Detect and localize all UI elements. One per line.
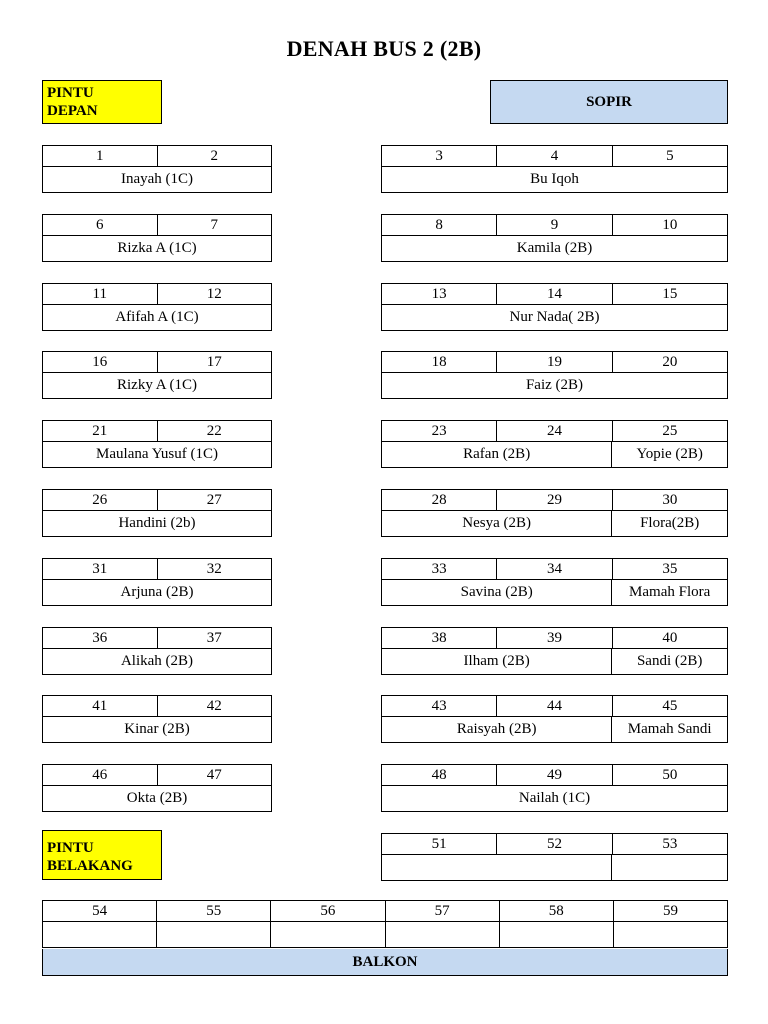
seat-number: 59 [662, 903, 678, 919]
seat-number: 3 [382, 146, 497, 166]
passenger-name: Arjuna (2B) [120, 584, 194, 600]
passenger-name: Savina (2B) [382, 580, 612, 605]
passenger-name: Nur Nada( 2B) [509, 309, 600, 325]
seat-number: 46 [43, 765, 158, 785]
back-door-label [42, 830, 162, 880]
passenger-name: Nailah (1C) [518, 790, 591, 806]
seat-row [42, 558, 272, 606]
seat-number: 21 [43, 421, 158, 441]
seat-row [381, 145, 728, 193]
seat-number: 12 [206, 286, 222, 302]
page-title: DENAH BUS 2 (2B) [286, 36, 482, 61]
seat-number: 57 [386, 901, 500, 921]
passenger-name: Alikah (2B) [120, 653, 194, 669]
seat-row [42, 214, 272, 262]
passenger-name: Mamah Sandi [627, 721, 712, 737]
seat-row [42, 145, 272, 193]
seat-number: 45 [662, 698, 678, 714]
passenger-name: Flora(2B) [640, 515, 700, 531]
front-door-line2: DEPAN [47, 103, 98, 119]
passenger-name: Yopie (2B) [636, 446, 703, 462]
back-door-line1: PINTU [47, 840, 94, 856]
seat-row [381, 420, 728, 468]
passenger-name [157, 922, 271, 947]
seat-row [381, 351, 728, 399]
seat-number: 20 [662, 354, 678, 370]
passenger-name: Bu Iqoh [530, 171, 579, 187]
passenger-name: Mamah Flora [629, 584, 711, 600]
seat-row [42, 695, 272, 743]
seat-row [42, 764, 272, 812]
seat-number: 43 [382, 696, 497, 716]
seat-number: 16 [43, 352, 158, 372]
back-door-line2: BELAKANG [47, 858, 133, 874]
seat-row [381, 489, 728, 537]
seat-number: 15 [662, 286, 678, 302]
passenger-name [500, 922, 614, 947]
passenger-name: Rizky A (1C) [116, 377, 197, 393]
seat-row [381, 695, 728, 743]
seat-number: 1 [43, 146, 158, 166]
seat-number: 50 [662, 767, 678, 783]
passenger-name [382, 855, 612, 880]
seat-row [42, 489, 272, 537]
passenger-name: Ilham (2B) [382, 649, 612, 674]
seat-number: 42 [206, 698, 222, 714]
seat-row [381, 833, 728, 881]
passenger-name: Kinar (2B) [124, 721, 190, 737]
seat-number: 26 [43, 490, 158, 510]
passenger-name: Maulana Yusuf (1C) [96, 446, 218, 462]
passenger-name [612, 855, 727, 880]
seat-number: 41 [43, 696, 158, 716]
seat-row [42, 283, 272, 331]
passenger-name: Faiz (2B) [525, 377, 584, 393]
seat-number: 9 [497, 215, 612, 235]
seat-number: 30 [662, 492, 678, 508]
seat-number: 35 [662, 561, 678, 577]
passenger-name: Afifah A (1C) [115, 309, 199, 325]
seat-number: 51 [382, 834, 497, 854]
seat-number: 56 [271, 901, 385, 921]
seat-row [42, 351, 272, 399]
seat-row [381, 627, 728, 675]
front-door-line1: PINTU [47, 85, 94, 101]
seat-row [381, 764, 728, 812]
seat-number: 13 [382, 284, 497, 304]
seat-number: 10 [662, 217, 678, 233]
seat-number: 52 [497, 834, 612, 854]
seat-number: 33 [382, 559, 497, 579]
seat-row [42, 900, 728, 948]
passenger-name [614, 922, 727, 947]
seat-row [381, 558, 728, 606]
seat-number: 29 [497, 490, 612, 510]
seat-number: 17 [206, 354, 222, 370]
passenger-name: Kamila (2B) [516, 240, 593, 256]
seat-number: 36 [43, 628, 158, 648]
seat-number: 23 [382, 421, 497, 441]
seat-number: 44 [497, 696, 612, 716]
seat-number: 32 [206, 561, 222, 577]
seat-number: 34 [497, 559, 612, 579]
passenger-name: Rizka A (1C) [117, 240, 197, 256]
seat-number: 53 [662, 836, 678, 852]
seat-number: 47 [206, 767, 222, 783]
seat-number: 40 [662, 630, 678, 646]
passenger-name: Raisyah (2B) [382, 717, 612, 742]
seat-number: 25 [662, 423, 678, 439]
front-door-label [42, 80, 162, 124]
seat-number: 8 [382, 215, 497, 235]
seat-number: 48 [382, 765, 497, 785]
seat-number: 19 [497, 352, 612, 372]
seat-row [381, 214, 728, 262]
passenger-name: Nesya (2B) [382, 511, 612, 536]
seat-number: 49 [497, 765, 612, 785]
passenger-name: Inayah (1C) [120, 171, 194, 187]
passenger-name: Okta (2B) [126, 790, 188, 806]
seat-row [42, 420, 272, 468]
seat-number: 7 [210, 217, 218, 233]
balcony-label: BALKON [42, 949, 728, 976]
seat-number: 4 [497, 146, 612, 166]
seat-number: 54 [43, 901, 157, 921]
seat-number: 28 [382, 490, 497, 510]
seat-number: 39 [497, 628, 612, 648]
passenger-name: Handini (2b) [118, 515, 196, 531]
seat-number: 31 [43, 559, 158, 579]
seat-number: 6 [43, 215, 158, 235]
seat-number: 37 [206, 630, 222, 646]
passenger-name: Sandi (2B) [636, 653, 703, 669]
seat-number: 24 [497, 421, 612, 441]
passenger-name [386, 922, 500, 947]
seat-number: 58 [500, 901, 614, 921]
seat-number: 5 [666, 148, 674, 164]
passenger-name: Rafan (2B) [382, 442, 612, 467]
seat-number: 14 [497, 284, 612, 304]
seat-number: 27 [206, 492, 222, 508]
seat-row [42, 627, 272, 675]
seat-number: 18 [382, 352, 497, 372]
passenger-name [43, 922, 157, 947]
seat-number: 55 [157, 901, 271, 921]
seat-number: 11 [43, 284, 158, 304]
seat-number: 22 [206, 423, 222, 439]
passenger-name [271, 922, 385, 947]
driver-seat: SOPIR [490, 80, 728, 124]
seat-number: 38 [382, 628, 497, 648]
seat-row [381, 283, 728, 331]
seat-number: 2 [210, 148, 218, 164]
